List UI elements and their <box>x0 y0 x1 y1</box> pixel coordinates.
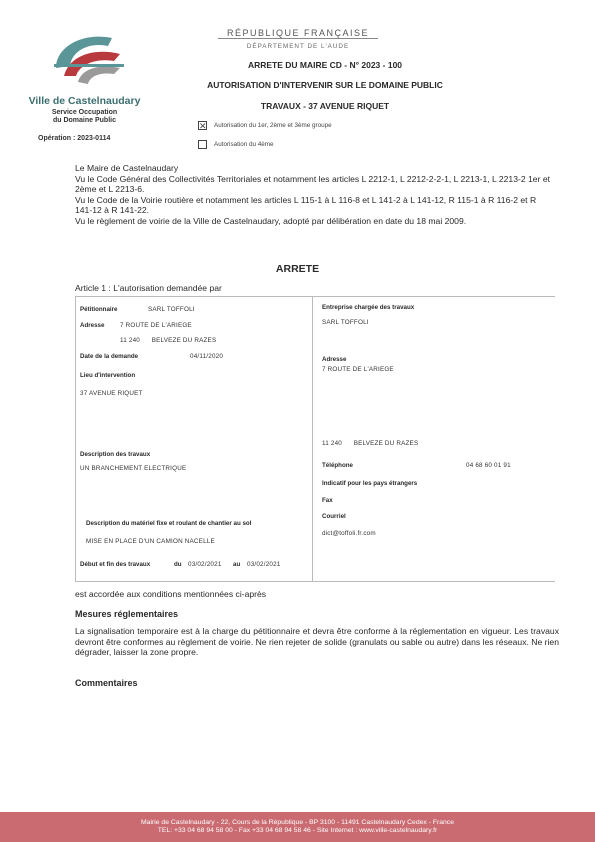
petitioner-value: SARL TOFFOLI <box>148 306 195 313</box>
town-logo <box>34 24 144 94</box>
option-1-label: Autorisation du 1er, 2ème et 3ème groupe <box>214 122 332 129</box>
option-1-checkbox[interactable] <box>198 121 207 130</box>
phone-value: 04 68 60 01 91 <box>466 462 511 469</box>
republic-heading: RÉPUBLIQUE FRANÇAISE <box>226 28 370 38</box>
footer-band <box>0 812 595 842</box>
contractor-address-label: Adresse <box>322 356 347 363</box>
preamble-line: Le Maire de Castelnaudary <box>75 163 179 173</box>
dates-from-label: du <box>174 561 182 568</box>
town-name: Ville de Castelnaudary <box>28 95 141 107</box>
location-value: 37 AVENUE RIQUET <box>80 390 143 397</box>
dates-from-value: 03/02/2021 <box>188 561 222 568</box>
operation-number: Opération : 2023-0114 <box>38 135 111 142</box>
contractor-address-line-2: 11 240 BELVEZE DU RAZES <box>322 440 419 447</box>
footer-address: Mairie de Castelnaudary - 22, Cours de la République - BP 3100 - 11491 Castelnaudary Cedex - France <box>141 819 454 826</box>
measures-title: Mesures réglementaires <box>75 609 179 619</box>
dates-to-value: 03/02/2021 <box>247 561 281 568</box>
preamble-line: Vu le règlement de voirie de la Ville de Castelnaudary, adopté par délibération en date du 18 mai 2009. <box>75 215 467 226</box>
dates-label: Début et fin des travaux <box>80 561 151 568</box>
works-title: TRAVAUX - 37 AVENUE RIQUET <box>260 101 390 111</box>
location-label: Lieu d'intervention <box>80 372 136 379</box>
footer-contact: TEL: +33 04 68 94 58 00 - Fax +33 04 68 94 58 46 - Site Internet : www.ville-castelnaudary.fr <box>157 827 438 834</box>
granted-text: est accordée aux conditions mentionnées ci-après <box>75 589 267 599</box>
form-middle-border <box>312 296 313 581</box>
preamble <box>75 163 555 227</box>
request-date-label: Date de la demande <box>80 353 139 360</box>
equipment-label: Description du matériel fixe et roulant de chantier au sol <box>86 520 252 527</box>
email-label: Courriel <box>322 513 346 520</box>
arrete-title: ARRETE <box>275 263 320 275</box>
contractor-address-line-1: 7 ROUTE DE L'ARIEGE <box>322 366 394 373</box>
form-left-border <box>75 296 76 581</box>
fax-label: Fax <box>322 497 333 504</box>
address-line-2: 11 240 BELVEZE DU RAZES <box>120 337 217 344</box>
service-line-1: Service Occupation <box>51 109 118 116</box>
dates-to-label: au <box>233 561 241 568</box>
department-heading: DÉPARTEMENT DE L'AUDE <box>246 43 350 50</box>
petitioner-label: Pétitionnaire <box>80 306 118 313</box>
option-2-checkbox[interactable] <box>198 140 207 149</box>
foreign-code-label: Indicatif pour les pays étrangers <box>322 480 418 487</box>
contractor-value: SARL TOFFOLI <box>322 319 369 326</box>
comments-title: Commentaires <box>75 678 138 688</box>
form-top-border <box>75 296 555 297</box>
email-value: dict@toffoli.fr.com <box>322 530 376 537</box>
header-divider <box>218 38 378 39</box>
contractor-label: Entreprise chargée des travaux <box>322 304 415 311</box>
preamble-line: Vu le Code de la Voirie routière et notamment les articles L 115-1 à L 116-8 et L 141-2 à L 141-12, R 115-1 à R 116-2 et R 141-12 à R 141-22. <box>75 194 537 216</box>
option-2-label: Autorisation du 4ème <box>214 141 274 148</box>
measures-text: La signalisation temporaire est à la charge du pétitionnaire et devra être conforme à la réglementation en vigueur. Les travaux devront être conformes au règlement de voirie. Ne rien rejeter de solide (granulats ou sable ou autre) dans les réseaux. Ne rien dégrader, laisser la zone propre. <box>75 626 559 658</box>
article-1: Article 1 : L'autorisation demandée par <box>75 283 222 293</box>
address-label: Adresse <box>80 322 105 329</box>
works-desc-label: Description des travaux <box>80 451 151 458</box>
phone-label: Téléphone <box>322 462 353 469</box>
equipment-value: MISE EN PLACE D'UN CAMION NACELLE <box>86 538 215 545</box>
form-bottom-border <box>75 581 555 582</box>
logo-emblem-icon <box>34 24 144 94</box>
decree-number: ARRETE DU MAIRE CD - N° 2023 - 100 <box>247 60 403 70</box>
address-line-1: 7 ROUTE DE L'ARIEGE <box>120 322 192 329</box>
decree-subject: AUTORISATION D'INTERVENIR SUR LE DOMAINE PUBLIC <box>207 80 443 90</box>
preamble-line: Vu le Code Général des Collectivités Territoriales et notamment les articles L 2212-1, L 2212-2-2-1, L 2213-1, L 2213-2 1er et 2ème et L 2213-6. <box>75 173 550 195</box>
works-desc-value: UN BRANCHEMENT ELECTRIQUE <box>80 465 187 472</box>
request-date-value: 04/11/2020 <box>190 353 224 360</box>
service-line-2: du Domaine Public <box>52 117 116 124</box>
